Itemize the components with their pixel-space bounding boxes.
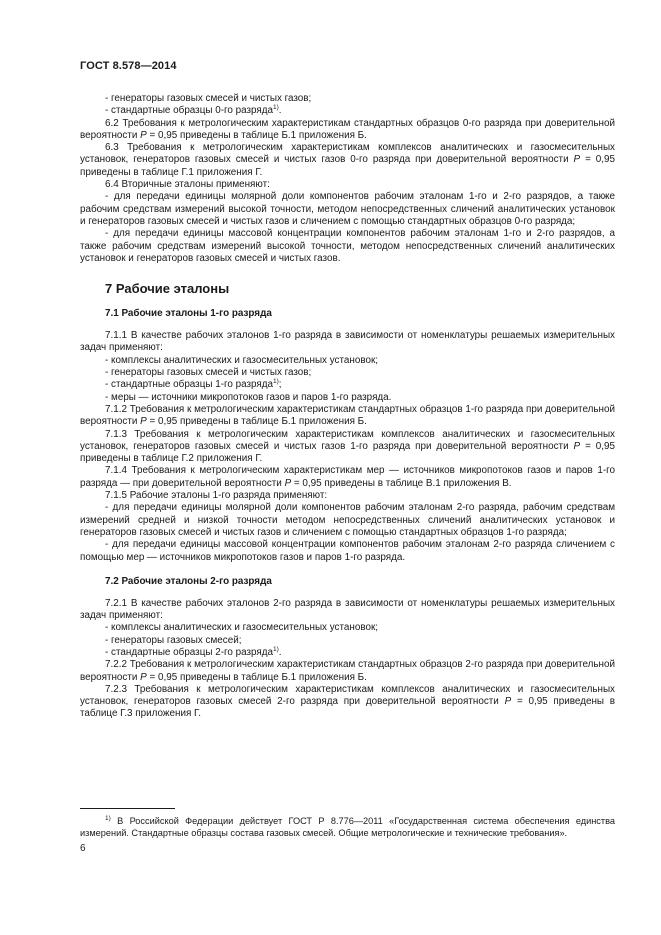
paragraph-6-3: 6.3 Требования к метрологическим характеристикам комплексов аналитических и газосмесительных установок, генераторов газовых смесей и чистых газов 0-го разряда при доверительной вероятности P = 0,95 приведены в таблице Г.1 приложения Г.	[80, 142, 615, 178]
paragraph-7-2-1: 7.2.1 В качестве рабочих эталонов 2-го разряда в зависимости от номенклатуры решаемых измерительных задач применяют:	[80, 597, 615, 622]
subsection-heading: 7.2 Рабочие эталоны 2-го разряда	[105, 575, 272, 587]
list-item: - меры — источники микропотоков газов и паров 1-го разряда.	[105, 391, 392, 403]
footnote-marker: 1)	[105, 815, 111, 822]
paragraph-7-2-3: 7.2.3 Требования к метрологическим характеристикам комплексов аналитических и газосмесительных установок, генераторов газовых смесей 2-го разряда при доверительной вероятности P = 0,95 приведены в таблице Г.3 приложения Г.	[80, 683, 615, 720]
section-heading: 7 Рабочие эталоны	[105, 281, 230, 297]
list-item: - для передачи единицы молярной доли компонентов рабочим эталонам 2-го разряда, рабочим средствам измерений средней и низкой точности методом непосредственных сличений аналитических установок и генераторов газовых смесей и чистых газов и сличением с помощью стандартных образцов 1-го разряда;	[80, 502, 615, 538]
list-item: - генераторы газовых смесей и чистых газов;	[105, 367, 312, 379]
page-number: 6	[80, 843, 86, 854]
list-item: - для передачи единицы молярной доли компонентов рабочим эталонам 1-го и 2-го разрядов, а также рабочим средствам измерений высокой точности, методом непосредственных сличений аналитических установок и генераторов газовых смесей и чистых газов и сличением с помощью стандартных образцов 0-го разряда;	[80, 191, 615, 227]
paragraph-7-1-1: 7.1.1 В качестве рабочих эталонов 1-го разряда в зависимости от номенклатуры решаемых измерительных задач применяют:	[80, 330, 615, 354]
footnote: $^{1)}$ В Российской Федерации действует ГОСТ Р 8.776—2011 «Государственная система обеспечения единства измерений. Стандартные образцы состава газовых смесей. Общие метрологические и технические требования».	[80, 815, 615, 838]
paragraph-7-1-2: 7.1.2 Требования к метрологическим характеристикам стандартных образцов 1-го разряда при доверительной вероятности P = 0,95 приведены в таблице Б.1 приложения Б.	[80, 403, 615, 428]
list-item: - комплексы аналитических и газосмесительных установок;	[105, 354, 379, 366]
list-item: - стандартные образцы 1-го разряда$^{1)}$;	[105, 378, 282, 391]
list-item: - для передачи единицы массовой концентрации компонентов рабочим эталонам 1-го и 2-го разрядов, а также рабочим средствам измерений высокой точности, методом непосредственных сличений аналитических установок и генераторов газовых смесей и чистых газов.	[80, 228, 615, 264]
footnote-divider	[80, 808, 175, 809]
list-item: - генераторы газовых смесей;	[105, 634, 242, 646]
paragraph-6-2: 6.2 Требования к метрологическим характеристикам стандартных образцов 0-го разряда при доверительной вероятности P = 0,95 приведены в таблице Б.1 приложения Б.	[80, 117, 615, 141]
list-item: - стандартные образцы 2-го разряда$^{1)}$.	[105, 645, 282, 658]
footnote-ref[interactable]: 1)	[273, 378, 279, 386]
paragraph-7-2-2: 7.2.2 Требования к метрологическим характеристикам стандартных образцов 2-го разряда при доверительной вероятности P = 0,95 приведены в таблице Б.1 приложения Б.	[80, 659, 615, 683]
footnote-ref[interactable]: 1)	[273, 645, 279, 653]
paragraph-7-1-3: 7.1.3 Требования к метрологическим характеристикам комплексов аналитических и газосмесительных установок, генераторов газовых смесей и чистых газов 1-го разряда при доверительной вероятности P = 0,95 приведены в таблице Г.2 приложения Г.	[80, 428, 615, 465]
paragraph-6-4: 6.4 Вторичные эталоны применяют:	[105, 179, 270, 191]
subsection-heading: 7.1 Рабочие эталоны 1-го разряда	[105, 308, 272, 320]
list-item: - для передачи единицы массовой концентрации компонентов рабочим эталонам 2-го разряда сличением с помощью мер — источников микропотоков газов и паров 1-го разряда.	[80, 539, 615, 563]
page-content	[80, 93, 615, 721]
document-header: ГОСТ 8.578—2014	[80, 60, 177, 72]
list-item: - стандартные образцы 0-го разряда$^{1)}$.	[105, 104, 282, 117]
paragraph-7-1-4: 7.1.4 Требования к метрологическим характеристикам мер — источников микропотоков газов и паров 1-го разряда — при доверительной вероятности P = 0,95 приведены в таблице В.1 приложения В.	[80, 465, 615, 489]
paragraph-7-1-5: 7.1.5 Рабочие эталоны 1-го разряда применяют:	[105, 490, 328, 502]
footnote-ref[interactable]: 1)	[273, 104, 279, 112]
list-item: - генераторы газовых смесей и чистых газов;	[105, 93, 312, 104]
list-item: - комплексы аналитических и газосмесительных установок;	[105, 622, 379, 634]
